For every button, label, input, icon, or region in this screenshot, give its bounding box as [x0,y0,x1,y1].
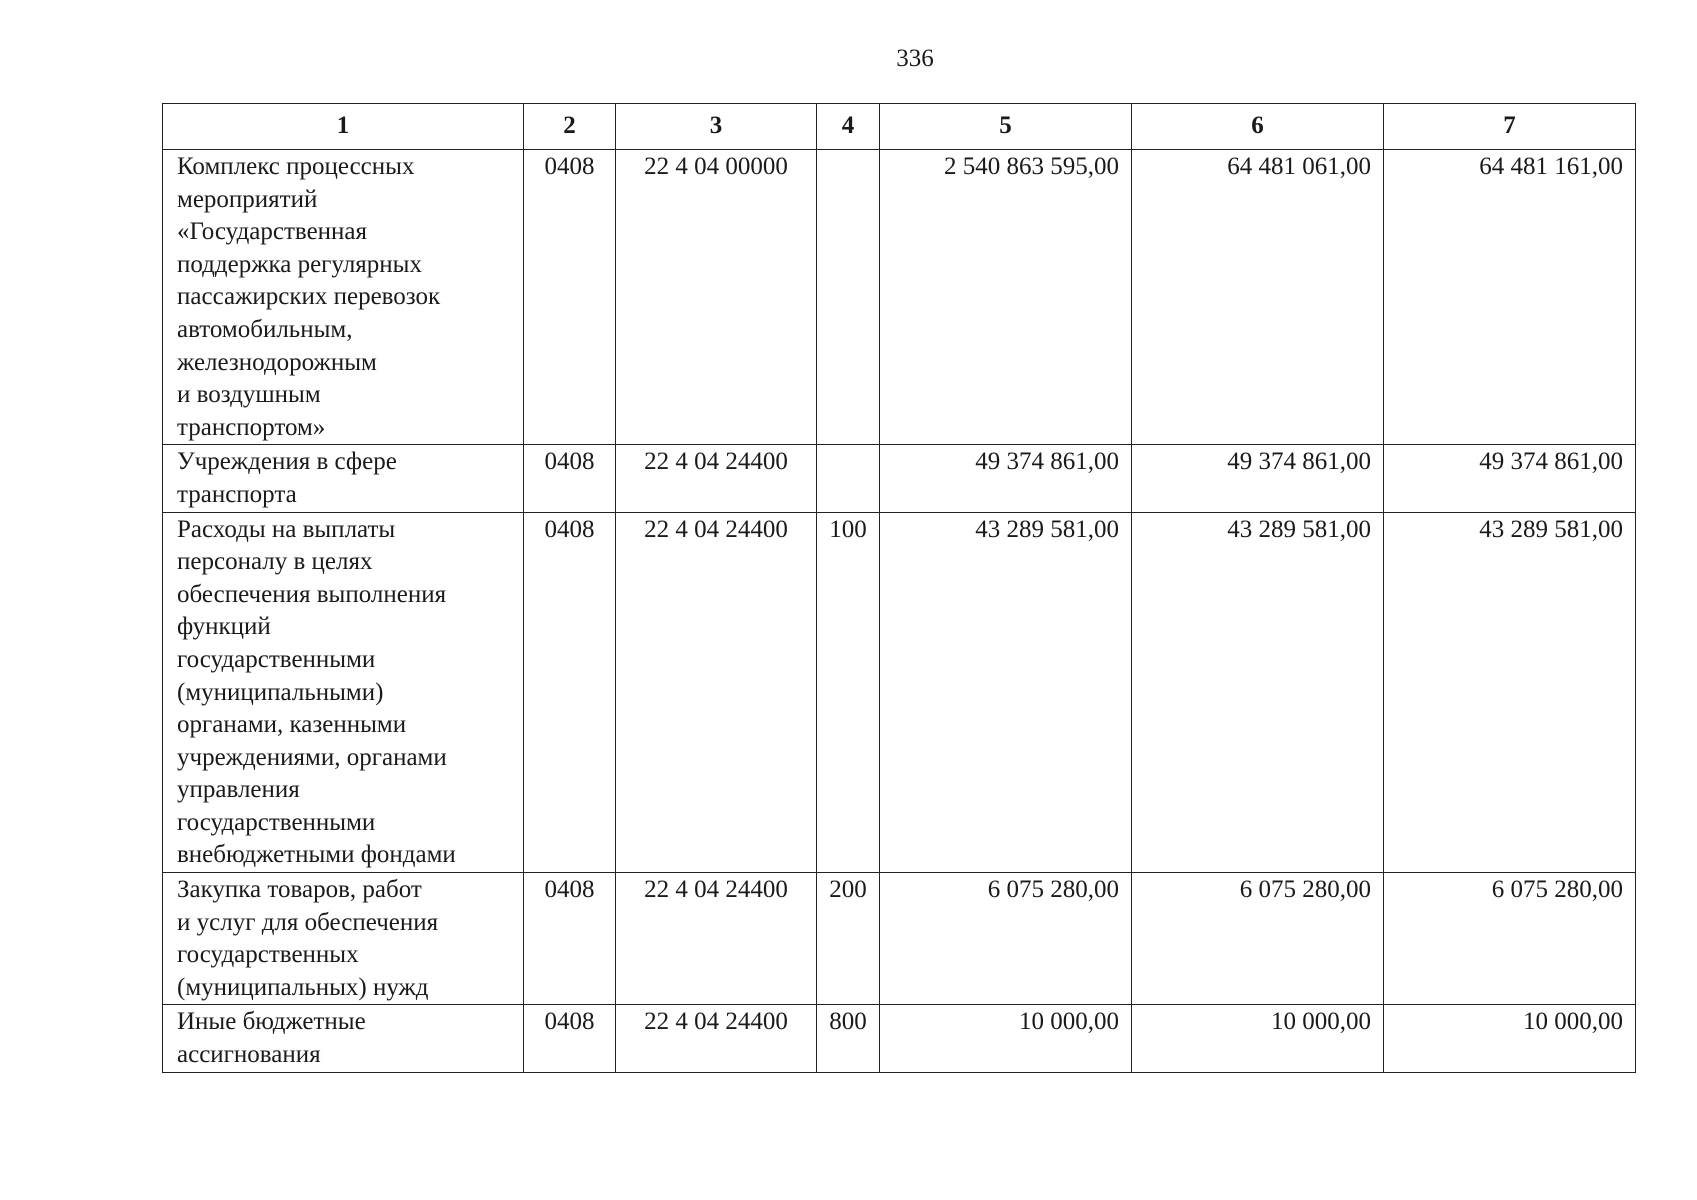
row-name: Комплекс процессных мероприятий «Государственная поддержка регулярных пассажирских перевозок автомобильным, железнодорожным и воздушным транспортом» [177,153,441,441]
row-name-cell [163,445,524,512]
section-code: 0408 [524,1005,616,1072]
row-name-cell [163,512,524,873]
table-row [163,512,1636,873]
column-header-2: 2 [524,104,616,150]
amount-col-6: 10 000,00 [1132,1005,1384,1072]
amount-col-6: 49 374 861,00 [1132,445,1384,512]
row-name: Расходы на выплаты персоналу в целях обеспечения выполнения функций государственными (муниципальными) органами, казенными учреждениями, органами управления государственными внебюджетными фондами [177,515,456,869]
amount-col-5: 10 000,00 [880,1005,1132,1072]
column-header-1: 1 [163,104,524,150]
expense-type-code: 100 [817,512,880,873]
expense-type-code [817,445,880,512]
column-header-5: 5 [880,104,1132,150]
amount-col-5: 49 374 861,00 [880,445,1132,512]
target-article-code: 22 4 04 24400 [616,873,817,1005]
column-header-7: 7 [1384,104,1636,150]
amount-col-7: 6 075 280,00 [1384,873,1636,1005]
target-article-code: 22 4 04 24400 [616,512,817,873]
section-code: 0408 [524,873,616,1005]
target-article-code: 22 4 04 00000 [616,150,817,445]
section-code: 0408 [524,150,616,445]
expense-type-code [817,150,880,445]
amount-col-7: 10 000,00 [1384,1005,1636,1072]
amount-col-5: 2 540 863 595,00 [880,150,1132,445]
amount-col-5: 6 075 280,00 [880,873,1132,1005]
amount-col-7: 49 374 861,00 [1384,445,1636,512]
section-code: 0408 [524,512,616,873]
table-row [163,873,1636,1005]
row-name: Учреждения в сфере транспорта [177,448,397,508]
row-name-cell [163,150,524,445]
column-header-6: 6 [1132,104,1384,150]
amount-col-7: 64 481 161,00 [1384,150,1636,445]
expense-type-code: 200 [817,873,880,1005]
column-header-3: 3 [616,104,817,150]
row-name: Закупка товаров, работ и услуг для обеспечения государственных (муниципальных) нужд [177,876,439,1001]
table-row [163,445,1636,512]
row-name-cell [163,873,524,1005]
row-name: Иные бюджетные ассигнования [177,1008,366,1069]
table-row [163,1005,1636,1072]
page-number: 336 [896,45,934,72]
amount-col-7: 43 289 581,00 [1384,512,1636,873]
row-name-cell [163,1005,524,1072]
amount-col-5: 43 289 581,00 [880,512,1132,873]
amount-col-6: 6 075 280,00 [1132,873,1384,1005]
budget-table [162,103,1636,1073]
target-article-code: 22 4 04 24400 [616,1005,817,1072]
expense-type-code: 800 [817,1005,880,1072]
target-article-code: 22 4 04 24400 [616,445,817,512]
section-code: 0408 [524,445,616,512]
amount-col-6: 43 289 581,00 [1132,512,1384,873]
table-row [163,150,1636,445]
amount-col-6: 64 481 061,00 [1132,150,1384,445]
header-row [163,104,1636,150]
column-header-4: 4 [817,104,880,150]
